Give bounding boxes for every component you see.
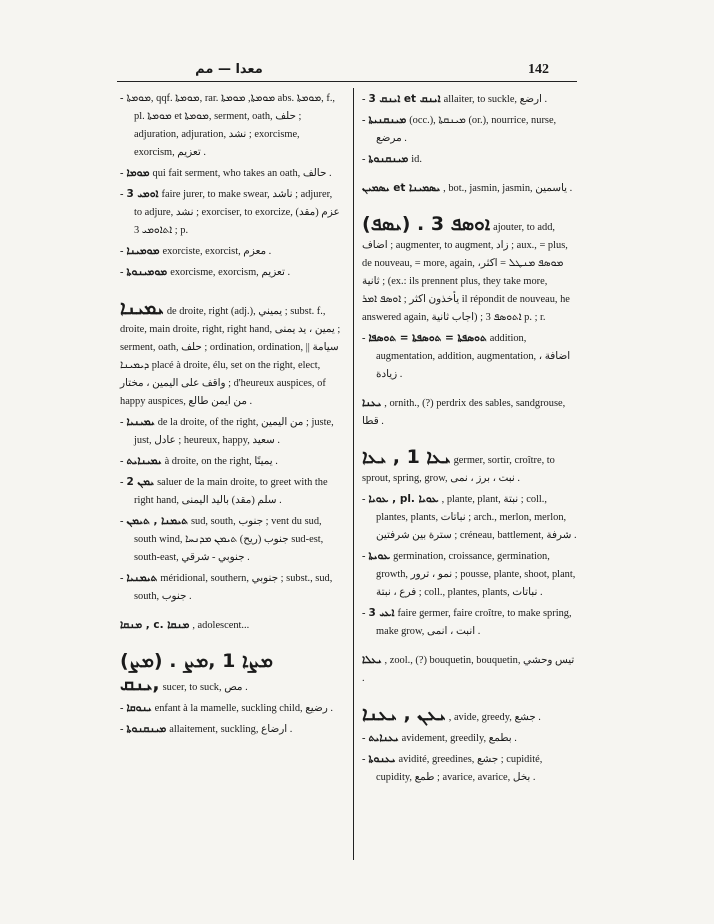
running-head: معدا — مم bbox=[195, 62, 263, 77]
dictionary-sub-entry bbox=[120, 473, 342, 510]
definition-text: exorcisme, exorcism, تعزيم . bbox=[170, 267, 291, 278]
dictionary-sub-entry bbox=[362, 329, 578, 384]
definition-text: , adolescent... bbox=[192, 620, 250, 631]
entry-dash: - bbox=[362, 733, 366, 744]
entry-spacer bbox=[362, 171, 578, 179]
dictionary-sub-entry bbox=[362, 750, 578, 787]
dictionary-sub-entry bbox=[120, 185, 342, 240]
entry-dash: - bbox=[120, 573, 124, 584]
headword: ܝܥܢܐ bbox=[362, 397, 382, 409]
entry-spacer bbox=[362, 690, 578, 704]
headword: ܬܝܡܢܝܐ bbox=[126, 572, 158, 584]
headword: ܡܘܡܐ bbox=[126, 167, 150, 179]
right-column bbox=[362, 90, 578, 789]
entry-dash: - bbox=[120, 417, 124, 428]
entry-spacer bbox=[120, 637, 342, 651]
headword: ܝܥܢܐܝܬ bbox=[368, 732, 399, 744]
left-column bbox=[120, 90, 342, 741]
definition-text: id. bbox=[411, 154, 422, 165]
entry-dash: - bbox=[120, 703, 124, 714]
headword: ܝܥܠܐ bbox=[362, 654, 382, 666]
entry-dash: - bbox=[120, 93, 124, 104]
definition-text: faire germer, faire croître, to make spring, make grow, انبت ، انمى . bbox=[376, 608, 572, 637]
entry-dash: - bbox=[120, 189, 124, 200]
definition-text: addition, augmentation, addition, augmentation, اضافة ، زيادة . bbox=[376, 333, 571, 380]
dictionary-entry bbox=[120, 616, 342, 635]
dictionary-main-entry bbox=[362, 214, 578, 327]
definition-text: qui fait serment, who takes an oath, حالف . bbox=[152, 168, 332, 179]
entry-dash: - bbox=[120, 456, 124, 467]
entry-dash: - bbox=[120, 724, 124, 735]
column-divider bbox=[353, 88, 354, 860]
definition-text: (occ.), ܡܝܢܩܬܐ (or.), nourrice, nurse, مرضع . bbox=[376, 115, 557, 144]
dictionary-sub-entry bbox=[120, 569, 342, 606]
entry-spacer bbox=[362, 386, 578, 394]
dictionary-sub-entry bbox=[120, 512, 342, 567]
definition-text: allaitement, suckling, ارضاع . bbox=[169, 724, 293, 735]
entry-dash: - bbox=[362, 754, 366, 765]
dictionary-entry bbox=[362, 179, 578, 198]
entry-dash: - bbox=[120, 168, 124, 179]
header-rule bbox=[117, 81, 577, 82]
definition-text: , zool., (?) bouquetin, bouquetin, تيس وحشي . bbox=[362, 655, 575, 684]
entry-dash: - bbox=[120, 246, 124, 257]
definition-text: de la droite, of the right, من اليمين ; juste, just, عادل ; heureux, happy, سعيد . bbox=[134, 417, 334, 446]
definition-text: avidement, greedily, بطمع . bbox=[401, 733, 517, 744]
headword: ܐܥܝ 3 bbox=[368, 607, 395, 619]
headword: ܐܝܢܩ 3 et ܐܝܢܩ bbox=[368, 93, 441, 105]
definition-text: à droite, on the right, يمينًا . bbox=[164, 456, 278, 467]
dictionary-sub-entry bbox=[120, 452, 342, 471]
headword: ܝܡܝܢܐܝܬ bbox=[126, 455, 162, 467]
headword: ܝܢܘܩܐ bbox=[126, 702, 152, 714]
dictionary-sub-entry bbox=[362, 90, 578, 109]
headword: ܥܘܝܐ , pl. ܥܘܝܐ bbox=[368, 493, 439, 505]
headword: ܝܡܝܢܐ bbox=[120, 297, 164, 319]
definition-text: avidité, greedines, جشع ; cupidité, cupidity, طمع ; avarice, avarice, بخل . bbox=[376, 754, 543, 783]
dictionary-main-entry bbox=[362, 447, 578, 488]
headword: ܝܡܢ 2 bbox=[126, 476, 155, 488]
headword: ܥܘܝܬܐ bbox=[368, 550, 391, 562]
headword: (ܡܨ) . ܡܨܐ 1 ,ܡܨ ,ܝܢܩ bbox=[120, 650, 273, 695]
headword: ܡܘܡܝܢܘܬܐ bbox=[126, 266, 168, 278]
dictionary-sub-entry bbox=[120, 720, 342, 739]
page-number: 142 bbox=[528, 62, 549, 77]
headword: ܝܥܢ , ܝܥܢܐ bbox=[362, 703, 446, 725]
definition-text: enfant à la mamelle, suckling child, رضيع . bbox=[154, 703, 333, 714]
dictionary-entry bbox=[362, 651, 578, 688]
definition-text: méridional, southern, جنوبي ; subst., sud, south, جنوب . bbox=[134, 573, 333, 602]
dictionary-sub-entry bbox=[120, 263, 342, 282]
headword: ܡܝܢܩܢܝܬܐ bbox=[368, 114, 407, 126]
definition-text: , bot., jasmin, jasmin, ياسمين . bbox=[443, 183, 573, 194]
entry-dash: - bbox=[362, 94, 366, 105]
entry-dash: - bbox=[362, 154, 366, 165]
definition-text: saluer de la main droite, to greet with the right hand, سلم (مقد) باليد اليمنى . bbox=[134, 477, 328, 506]
definition-text: sucer, to suck, مص . bbox=[162, 682, 248, 693]
headword: ܝܥܐ 1 , ܝܥܐ bbox=[362, 446, 451, 468]
entry-dash: - bbox=[120, 516, 124, 527]
dictionary-main-entry bbox=[120, 298, 342, 411]
definition-text: ajouter, to add, اضاف ; augmenter, to augment, زاد ; aux., = plus, de nouveau, = more, again, ܡܘܣܦ ܡܢܛܠ = اكثر، ثانية ; (ex.: ils prennent plus, they take more, يأخذون اكثر ; ܐܘܣܦ ܐܡܪ il répondit de nouveau, he answered again, اجاب ثانية) ; ܐܬܘܣܦ 3 p. ; r. bbox=[362, 222, 570, 323]
definition-text: ܡܘܡܬܐ, qqf. ܡܘܡܬܐ, rar. ܡܘܡܬܐ, ܡܘܡܬܐ abs. ܡܘܡܬܐ, f., pl. ܡܘܡܬܐ et ܡܘܡܬܐ, serment, oath, حلف ; adjuration, adjuration, نشد ; exorcisme, exorcism, تعزيم . bbox=[126, 93, 336, 158]
dictionary-sub-entry bbox=[362, 111, 578, 148]
dictionary-sub-entry bbox=[120, 699, 342, 718]
headword: ܝܡܝܢܝܐ bbox=[126, 416, 155, 428]
headword: ܝܥܢܘܬܐ bbox=[368, 753, 396, 765]
entry-spacer bbox=[362, 643, 578, 651]
dictionary-sub-entry bbox=[362, 729, 578, 748]
definition-text: faire jurer, to make swear, ناشد ; adjurer, to adjure, نشد ; exorciser, to exorcize, (مقد) عزم ; ܐܬܐܘܡܝ 3 p. bbox=[134, 189, 340, 236]
dictionary-sub-entry bbox=[362, 150, 578, 169]
dictionary-main-entry bbox=[362, 704, 578, 727]
entry-spacer bbox=[362, 433, 578, 447]
definition-text: germer, sortir, croître, to sprout, spring, grow, نبت ، برز ، نمى . bbox=[362, 455, 555, 484]
definition-text: de droite, right (adj.), يميني ; subst. f., droite, main droite, right, right hand, يمين ، يد يمنى ; serment, oath, حلف ; ordination, ordination, سيامة || ܕܝܡܝܢܐ placé à droite, élu, set on the right, elect, واقف على اليمين ، مختار ; d'heureux auspices, of happy auspices, من ايمن طالع . bbox=[120, 306, 341, 407]
headword: ܡܘܡܝܢܐ bbox=[126, 245, 160, 257]
definition-text: exorciste, exorcist, معزم . bbox=[162, 246, 272, 257]
definition-text: sud, south, جنوب ; vent du sud, south wind, جنوب (ريح) ܬܝܡܢ ܡܕܢܚܐ sud-est, south-east, جنوبي - شرقي . bbox=[134, 516, 324, 563]
entry-spacer bbox=[120, 284, 342, 298]
headword: ܡܝܢܩܢܘܬܐ bbox=[368, 153, 409, 165]
headword: (ܝܣܦ) . ܐܘܣܦ 3 bbox=[362, 213, 491, 235]
dictionary-main-entry bbox=[120, 651, 342, 697]
definition-text: , ornith., (?) perdrix des sables, sandgrouse, قطا . bbox=[362, 398, 566, 427]
entry-dash: - bbox=[362, 333, 366, 344]
dictionary-sub-entry bbox=[362, 604, 578, 641]
headword: ܡܢܩܐ , c. ܡܢܩܐ bbox=[120, 619, 190, 631]
headword: ܬܘܣܦܬܐ = ܬܘܣܦܬܐ = ܬܘܣܦܐ bbox=[368, 332, 487, 344]
dictionary-sub-entry bbox=[120, 242, 342, 261]
headword: ܬܝܡܢܐ , ܬܝܡܢ bbox=[126, 515, 188, 527]
entry-spacer bbox=[120, 608, 342, 616]
headword: ܝܣܡܝܢ et ܝܣܡܝܢܐ bbox=[362, 182, 441, 194]
entry-dash: - bbox=[120, 267, 124, 278]
headword: ܐܘܡܝ 3 bbox=[126, 188, 159, 200]
entry-dash: - bbox=[362, 551, 366, 562]
definition-text: allaiter, to suckle, ارضع . bbox=[443, 94, 548, 105]
definition-text: , plante, plant, نبتة ; coll., plantes, plants, نباتات ; arch., merlon, merlon, سترة بين شرفتين ; créneau, battlement, شرفة . bbox=[376, 494, 577, 541]
entry-dash: - bbox=[120, 477, 124, 488]
dictionary-sub-entry bbox=[120, 90, 342, 162]
entry-spacer bbox=[362, 200, 578, 214]
definition-text: germination, croissance, germination, growth, نمو ، ترور ; pousse, plante, shoot, plant, فرع ، نبتة ; coll., plantes, plants, نباتات . bbox=[376, 551, 576, 598]
entry-dash: - bbox=[362, 494, 366, 505]
definition-text: , avide, greedy, جشع . bbox=[448, 712, 541, 723]
dictionary-sub-entry bbox=[120, 413, 342, 450]
entry-dash: - bbox=[362, 115, 366, 126]
dictionary-sub-entry bbox=[362, 547, 578, 602]
dictionary-entry bbox=[362, 394, 578, 431]
headword: ܡܝܢܩܢܘܬܐ bbox=[126, 723, 167, 735]
dictionary-sub-entry bbox=[362, 490, 578, 545]
dictionary-sub-entry bbox=[120, 164, 342, 183]
entry-dash: - bbox=[362, 608, 366, 619]
